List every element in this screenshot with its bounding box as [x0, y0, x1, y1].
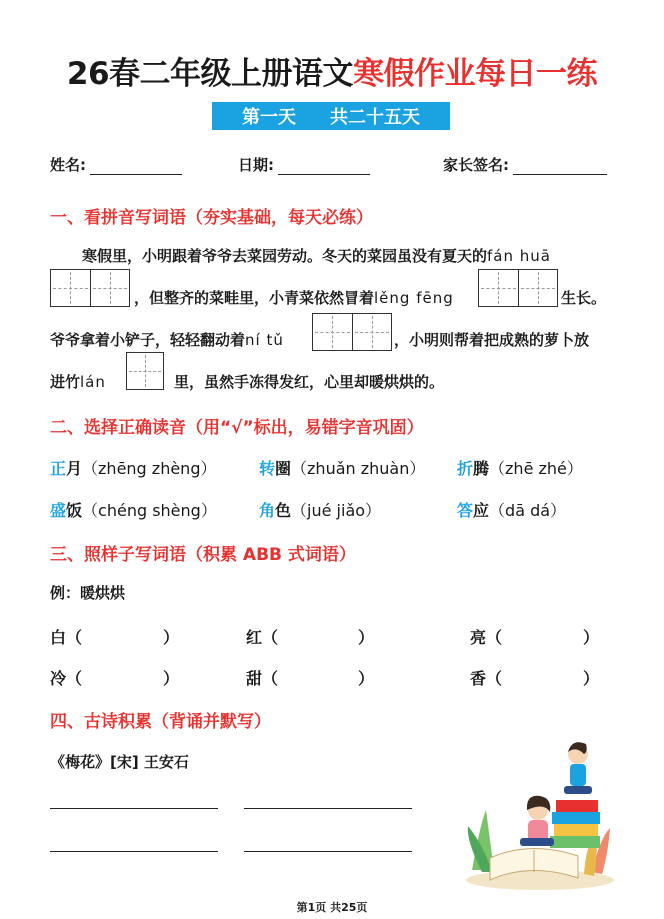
pron-item-2[interactable]: 转圈（zhuǎn zhuàn）: [259, 459, 426, 478]
banner-day: 第一天: [242, 107, 296, 128]
poem-line-4[interactable]: [244, 851, 412, 852]
day-banner: [212, 102, 450, 130]
pron-item-1[interactable]: 正月（zhēng zhèng）: [50, 459, 217, 478]
section1-line2: [134, 288, 454, 308]
abb-close-4: ）: [163, 669, 180, 688]
line1-text: 寒假里，小明跟着爷爷去菜园劳动。冬天的菜园虽没有夏天的: [82, 247, 488, 265]
line2-end: 生长。: [561, 289, 607, 307]
pron-item-4[interactable]: 盛饭（chéng shèng）: [50, 501, 217, 520]
parent-blank[interactable]: [513, 160, 607, 175]
poem-line-2[interactable]: [244, 808, 412, 809]
abb-close-5: ）: [358, 669, 375, 688]
pinyin-lengfeng: lěng fēng: [374, 289, 454, 307]
writing-grid-lan[interactable]: [126, 352, 164, 390]
abb-item-tian[interactable]: 甜（: [246, 669, 279, 688]
abb-item-hong[interactable]: 红（: [246, 628, 279, 647]
poem-title: 《梅花》[宋] 王安石: [50, 753, 189, 771]
example-text: 例：暖烘烘: [50, 584, 126, 602]
writing-grid-lengfeng[interactable]: [478, 269, 558, 307]
date-field[interactable]: [238, 154, 370, 175]
parent-signature-field[interactable]: [443, 154, 607, 175]
date-label: 日期:: [238, 156, 274, 174]
abb-close-2: ）: [358, 628, 375, 647]
section3-heading: 三、照样子写词语（积累 ABB 式词语）: [50, 545, 356, 565]
pinyin-fanhua: fán huā: [487, 247, 551, 265]
abb-close-6: ）: [583, 669, 600, 688]
abb-item-liang[interactable]: 亮（: [470, 628, 503, 647]
section1-heading: 一、看拼音写词语（夯实基础，每天必练）: [50, 208, 373, 228]
pron-item-5[interactable]: 角色（jué jiǎo）: [259, 501, 382, 520]
section1-line3: [50, 330, 284, 350]
line2-text: ，但整齐的菜畦里，小青菜依然冒着: [134, 289, 375, 307]
abb-item-bai[interactable]: 白（: [50, 628, 83, 647]
pinyin-nitu: ní tǔ: [245, 331, 284, 349]
line4-end: 里，虽然手冻得发红，心里却暖烘烘的。: [174, 373, 445, 391]
page-title: [0, 48, 664, 93]
title-red-part: 寒假作业每日一练: [353, 56, 598, 92]
page-footer: 第1页 共25页: [296, 901, 368, 914]
banner-total: 共二十五天: [330, 107, 420, 128]
writing-grid-nitu[interactable]: [312, 313, 392, 351]
writing-grid-fanhua[interactable]: [50, 269, 130, 307]
parent-label: 家长签名:: [443, 156, 509, 174]
name-blank[interactable]: [90, 160, 182, 175]
poem-line-3[interactable]: [50, 851, 218, 852]
line3-end: ，小明则帮着把成熟的萝卜放: [394, 331, 590, 349]
pron-item-6[interactable]: 答应（dā dá）: [457, 501, 567, 520]
pinyin-lan: lán: [80, 373, 106, 391]
section1-line4: [50, 372, 106, 392]
section1-line1: [82, 246, 551, 266]
abb-close-3: ）: [583, 628, 600, 647]
name-label: 姓名:: [50, 156, 86, 174]
abb-close-1: ）: [163, 628, 180, 647]
section4-heading: 四、古诗积累（背诵并默写）: [50, 712, 271, 732]
date-blank[interactable]: [278, 160, 370, 175]
line3-text: 爷爷拿着小铲子，轻轻翻动着: [50, 331, 246, 349]
title-black-part: 26春二年级上册语文: [66, 56, 354, 92]
pron-item-3[interactable]: 折腾（zhē zhé）: [457, 459, 583, 478]
reading-kids-illustration: [460, 730, 620, 892]
abb-item-xiang[interactable]: 香（: [470, 669, 503, 688]
poem-line-1[interactable]: [50, 808, 218, 809]
line4-text: 进竹: [50, 373, 81, 391]
section2-heading: 二、选择正确读音（用“√”标出，易错字音巩固）: [50, 418, 424, 438]
abb-item-leng[interactable]: 冷（: [50, 669, 83, 688]
name-field[interactable]: [50, 154, 182, 175]
